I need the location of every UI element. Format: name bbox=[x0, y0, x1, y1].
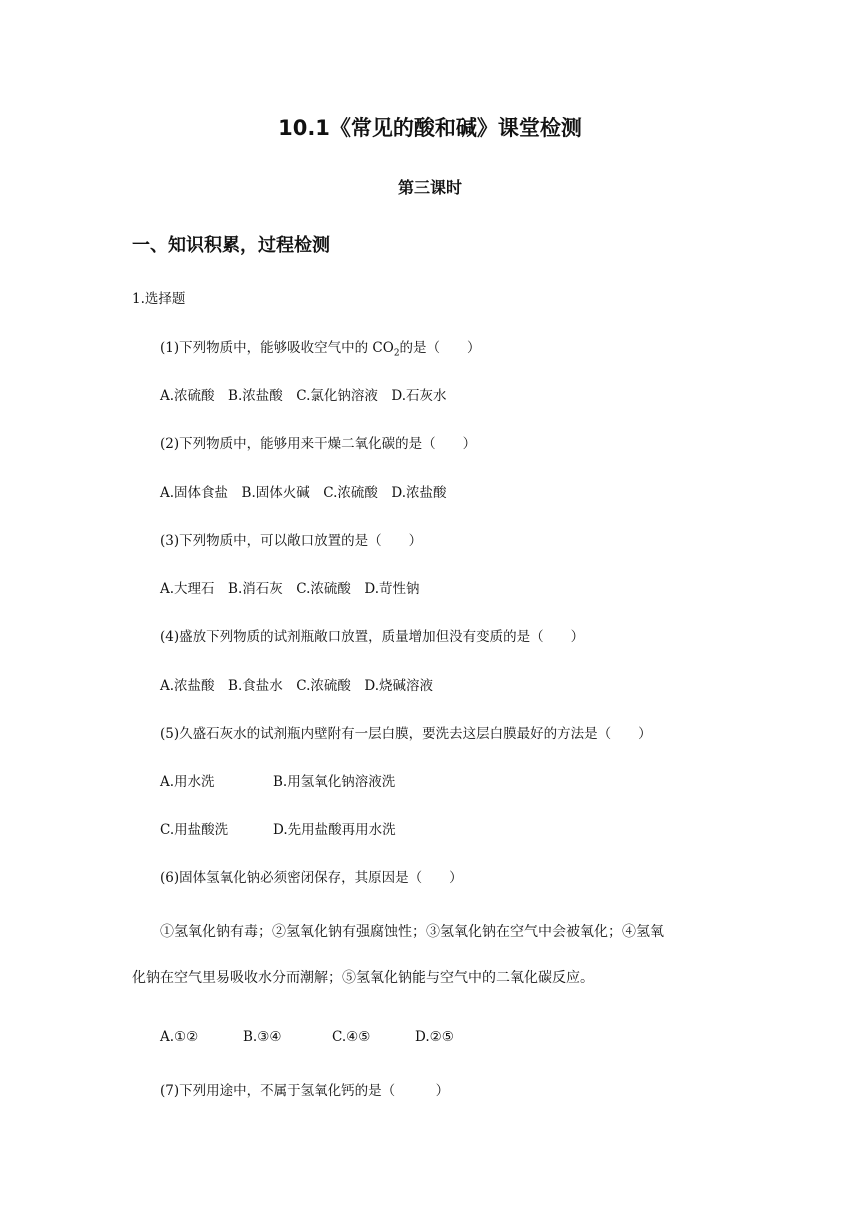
question-4-stem: (4)盛放下列物质的试剂瓶敞口放置，质量增加但没有变质的是（ ） bbox=[160, 629, 585, 645]
question-6-statement-line-2: 化钠在空气里易吸收水分而潮解；⑤氢氧化钠能与空气中的二氧化碳反应。 bbox=[132, 970, 594, 986]
document-subtitle: 第三课时 bbox=[397, 178, 462, 197]
question-5-option-a: A.用水洗 bbox=[160, 774, 215, 790]
question-3-stem: (3)下列物质中，可以敞口放置的是（ ） bbox=[160, 533, 423, 549]
question-6-statement-line-1: ①氢氧化钠有毒；②氢氧化钠有强腐蚀性；③氢氧化钠在空气中会被氧化；④氢氧 bbox=[160, 924, 664, 940]
co2-subscript: 2 bbox=[393, 348, 400, 359]
question-3-options: A.大理石 B.消石灰 C.浓硫酸 D.苛性钠 bbox=[160, 581, 420, 597]
question-2-options: A.固体食盐 B.固体火碱 C.浓硫酸 D.浓盐酸 bbox=[160, 485, 447, 501]
question-6-option-a: A.①② bbox=[160, 1029, 199, 1045]
question-5-option-d: D.先用盐酸再用水洗 bbox=[273, 822, 396, 838]
part-label: 1.选择题 bbox=[132, 291, 186, 307]
question-1-stem-text: (1)下列物质中，能够吸收空气中的 CO bbox=[160, 340, 394, 356]
question-5-option-c: C.用盐酸洗 bbox=[160, 822, 229, 838]
question-4-options: A.浓盐酸 B.食盐水 C.浓硫酸 D.烧碱溶液 bbox=[160, 678, 434, 694]
question-1-options: A.浓硫酸 B.浓盐酸 C.氯化钠溶液 D.石灰水 bbox=[160, 388, 447, 404]
question-5-option-b: B.用氢氧化钠溶液洗 bbox=[273, 774, 396, 790]
section-heading: 一、知识积累，过程检测 bbox=[132, 235, 330, 256]
question-7-stem: (7)下列用途中，不属于氢氧化钙的是（ ） bbox=[160, 1083, 450, 1099]
question-1-stem bbox=[160, 337, 481, 359]
question-6-option-b: B.③④ bbox=[243, 1029, 282, 1045]
question-1-stem-tail: 的是（ ） bbox=[399, 340, 481, 356]
question-6-stem: (6)固体氢氧化钠必须密闭保存，其原因是（ ） bbox=[160, 870, 463, 886]
question-5-stem: (5)久盛石灰水的试剂瓶内壁附有一层白膜，要洗去这层白膜最好的方法是（ ） bbox=[160, 726, 652, 742]
document-title: 10.1《常见的酸和碱》课堂检测 bbox=[278, 116, 582, 140]
question-6-option-d: D.②⑤ bbox=[415, 1029, 454, 1045]
question-6-option-c: C.④⑤ bbox=[332, 1029, 371, 1045]
question-2-stem: (2)下列物质中，能够用来干燥二氧化碳的是（ ） bbox=[160, 436, 477, 452]
